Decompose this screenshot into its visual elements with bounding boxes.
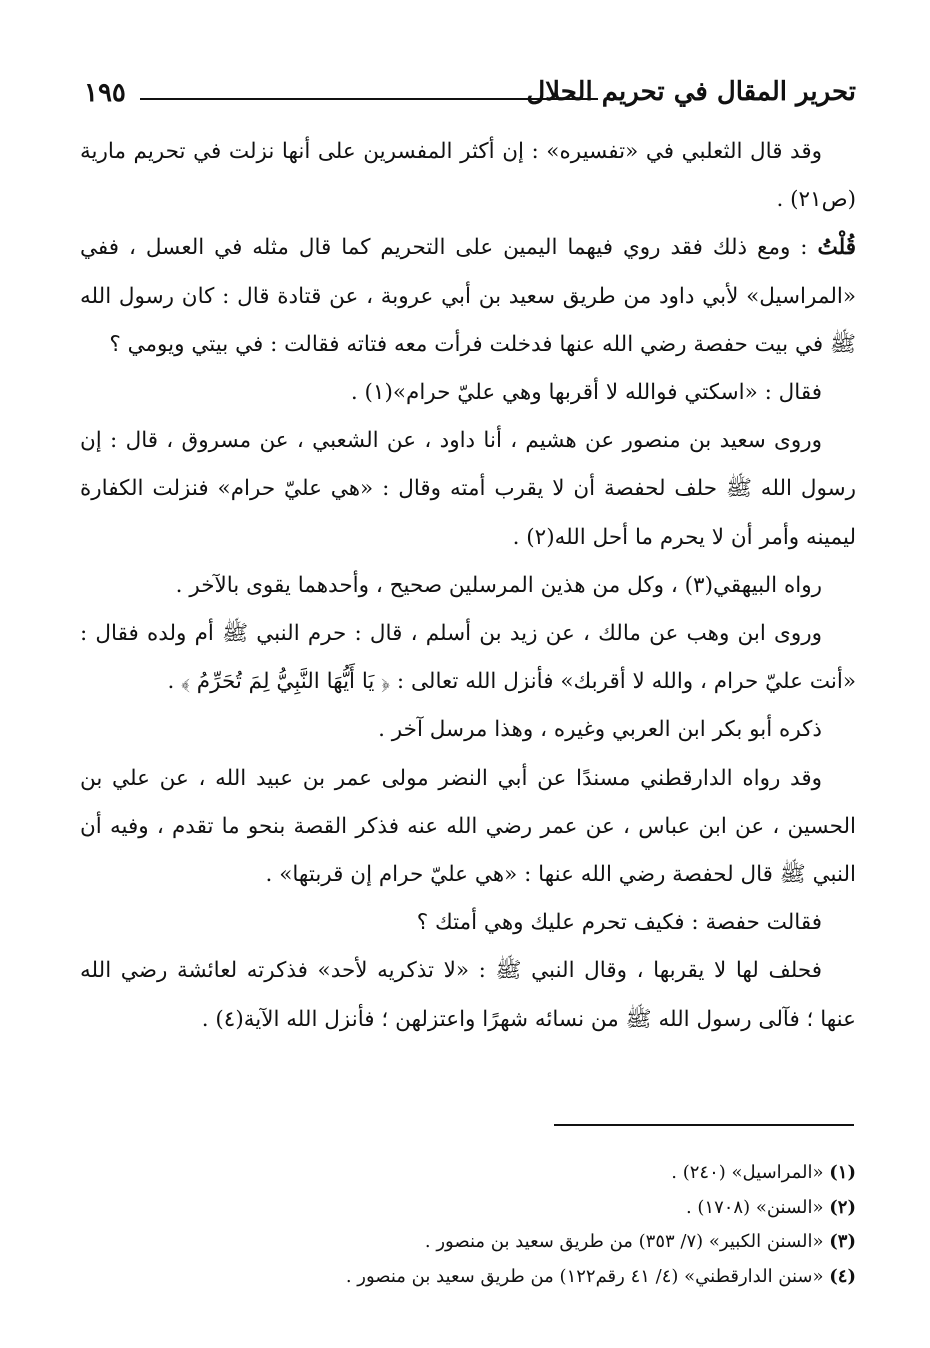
paragraph-text: فحلف لها لا يقربها ، وقال النبي ﷺ : «لا تذكريه لأحد» فذكرته لعائشة رضي الله عنها ؛ فآلى رسول الله ﷺ من نسائه شهرًا واعتزلهن ؛ فأنزل الله الآية(٤) . — [80, 958, 856, 1032]
paragraph — [80, 706, 856, 754]
footnote — [80, 1191, 856, 1226]
footnote-text: «السنن الكبير» (٧/ ٣٥٣) من طريق سعيد بن منصور . — [424, 1231, 824, 1252]
paragraph — [80, 755, 856, 900]
footnote — [80, 1156, 856, 1191]
main-text — [80, 128, 856, 1044]
paragraph — [80, 417, 856, 562]
footnote-number: (٢) — [829, 1196, 856, 1218]
paragraph — [80, 562, 856, 610]
header-rule — [140, 98, 598, 100]
paragraph-text: وقد رواه الدارقطني مسندًا عن أبي النضر مولى عمر بن عبيد الله ، عن علي بن الحسين ، عن ابن عباس ، عن عمر رضي الله عنه فذكر القصة بنحو ما تقدم ، وفيه أن النبي ﷺ قال لحفصة رضي الله عنها : «هي عليّ حرام إن قربتها» . — [80, 765, 856, 888]
paragraph — [80, 128, 856, 224]
book-title: تحرير المقال في تحريم الحلال — [526, 77, 856, 107]
paragraph-text: وقد قال الثعلبي في «تفسيره» : إن أكثر المفسرين على أنها نزلت في تحريم مارية (ص٢١) . — [80, 139, 856, 213]
paragraph-text: ذكره أبو بكر ابن العربي وغيره ، وهذا مرسل آخر . — [378, 717, 822, 743]
paragraph — [80, 899, 856, 947]
paragraph-text: فقالت حفصة : فكيف تحرم عليك وهي أمتك ؟ — [416, 910, 822, 936]
page-number: ١٩٥ — [84, 78, 126, 108]
footnote — [80, 1225, 856, 1260]
footnote-text: «سنن الدارقطني» (٤/ ٤١ رقم١٢٢) من طريق سعيد بن منصور . — [345, 1265, 824, 1287]
paragraph — [80, 610, 856, 706]
paragraph — [80, 224, 856, 369]
paragraph — [80, 369, 856, 417]
paragraph-text: فقال : «اسكتي فوالله لا أقربها وهي عليّ حرام»(١) . — [350, 380, 822, 406]
paragraph-lead: قُلْتُ — [817, 235, 856, 261]
footnote-number: (٤) — [829, 1265, 856, 1287]
footnote-text: «المراسيل» (٢٤٠) . — [671, 1162, 824, 1183]
paragraph-text: وروى سعيد بن منصور عن هشيم ، أنا داود ، عن الشعبي ، عن مسروق ، قال : إن رسول الله ﷺ حلف لحفصة أن لا يقرب أمته وقال : «هي عليّ حرام» فنزلت الكفارة ليمينه وأمر أن لا يحرم ما أحل الله(٢) . — [80, 428, 856, 550]
paragraph — [80, 947, 856, 1043]
paragraph-text: وروى ابن وهب عن مالك ، عن زيد بن أسلم ، قال : حرم النبي ﷺ أم ولده فقال : «أنت عليّ حرام ، والله لا أقربك» فأنزل الله تعالى : ﴿ يَا أَيُّهَا النَّبِيُّ لِمَ تُحَرِّمُ ﴾ . — [80, 621, 856, 695]
running-header — [84, 74, 856, 114]
footnote-number: (١) — [829, 1162, 856, 1183]
footnote-text: «السنن» (١٧٠٨) . — [685, 1196, 824, 1218]
paragraph-text: رواه البيهقي(٣) ، وكل من هذين المرسلين صحيح ، وأحدهما يقوى بالآخر . — [175, 572, 822, 598]
footnote-number: (٣) — [829, 1231, 856, 1252]
footnote-rule — [554, 1124, 854, 1126]
paragraph-text: : ومع ذلك فقد روي فيهما اليمين على التحريم كما قال مثله في العسل ، ففي «المراسيل» لأبي داود من طريق سعيد بن أبي عروبة ، عن قتادة قال : كان رسول الله ﷺ في بيت حفصة رضي الله عنها فدخلت فرأت معه فتاته فقالت : في بيتي ويومي ؟ — [80, 235, 856, 357]
footnotes — [80, 1156, 856, 1294]
footnote — [80, 1260, 856, 1295]
